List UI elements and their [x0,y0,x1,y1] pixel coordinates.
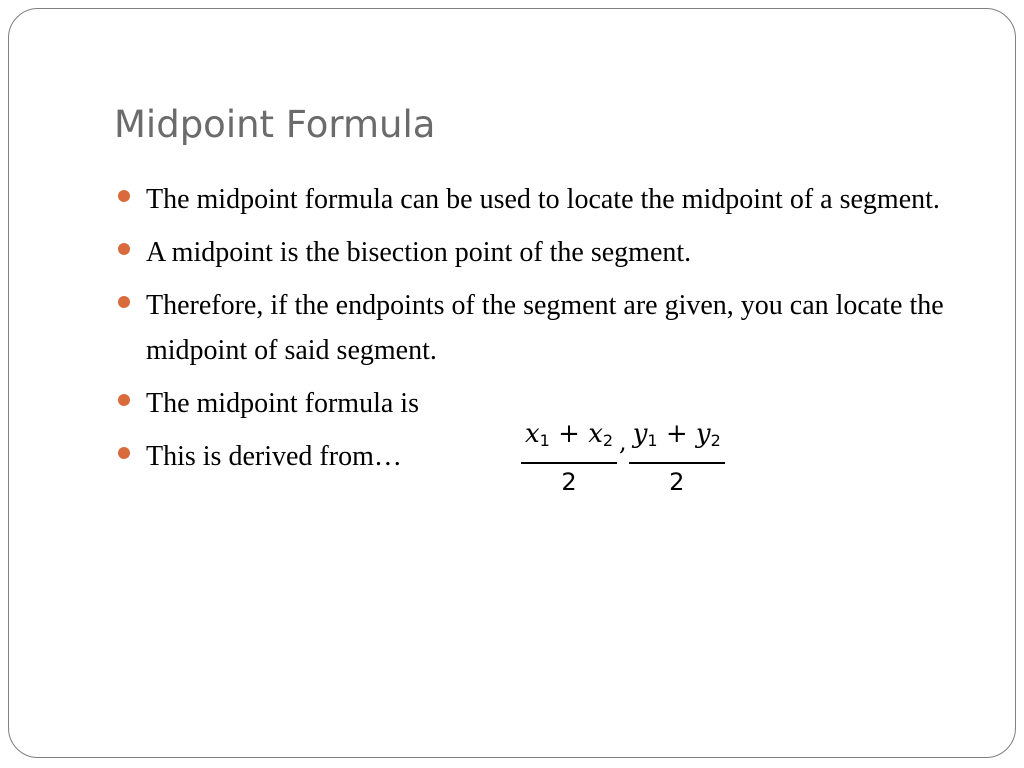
midpoint-formula [521,417,725,497]
bullet-item [114,283,974,373]
bullet-text: This is derived from… [146,441,402,472]
y2-subscript: 2 [710,431,721,450]
bullet-text: The midpoint formula is [146,388,419,419]
x-plus-sign: + [558,419,580,449]
x1-var: x [525,419,540,449]
y-fraction-bar [629,462,725,464]
bullet-icon [118,243,130,255]
y2-var: y [695,419,711,449]
bullet-icon [118,190,130,202]
y1-subscript: 1 [647,431,658,450]
y-numerator [629,417,725,458]
y-denominator: 2 [669,468,685,496]
y-fraction [629,417,725,498]
x-fraction [521,417,617,498]
bullet-text: A midpoint is the bisection point of the segment. [146,237,692,268]
x-denominator: 2 [561,468,577,496]
bullet-item [114,177,974,222]
bullet-icon [118,394,130,406]
formula-separator: , [619,428,627,456]
slide-title: Midpoint Formula [114,103,436,146]
x2-var: x [588,419,603,449]
x2-subscript: 2 [602,431,614,450]
bullet-icon [118,296,130,308]
y-plus-sign: + [665,419,688,449]
bullet-text: The midpoint formula can be used to locate the midpoint of a segment. [146,184,940,215]
x1-subscript: 1 [539,431,550,450]
bullet-icon [118,447,130,459]
bullet-item [114,230,974,275]
x-fraction-bar [521,462,617,464]
y1-var: y [632,419,648,449]
bullet-text: Therefore, if the endpoints of the segment are given, you can locate the midpoint of said segment. [146,290,944,366]
slide [8,8,1016,758]
x-numerator [521,417,617,458]
